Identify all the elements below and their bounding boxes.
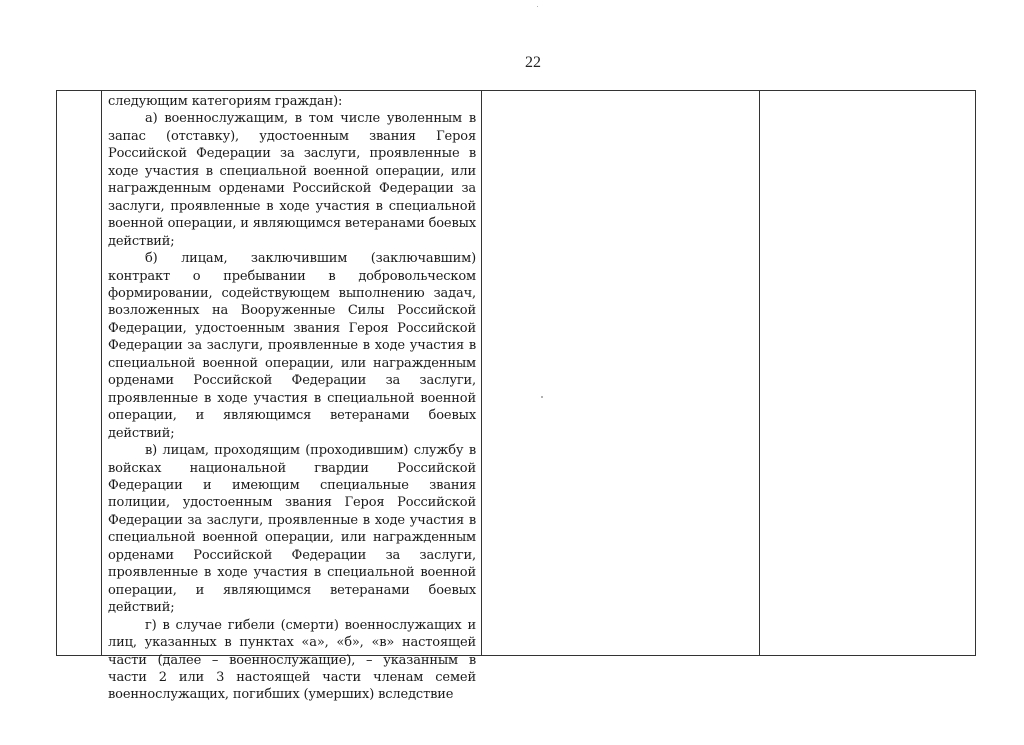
table-cell-text [102,91,481,703]
paragraph-item-b: б) лицам, заключившим (заключавшим) контракт о пребывании в добровольческом формировании, содействующем выполнению задач, возложенных на Вооруженные Силы Российской Федерации, удостоенным звания Героя Российской Федерации за заслуги, проявленные в ходе участия в специальной военной операции, или награжденным орденами Российской Федерации за заслуги, проявленные в ходе участия в специальной военной операции, и являющимся ветеранами боевых действий; [108,251,476,441]
paragraph-item-g: г) в случае гибели (смерти) военнослужащих и лиц, указанных в пунктах «а», «б», «в» настоящей части (далее – военнослужащие), – указанным в части 2 или 3 настоящей части членам семей военнослужащих, погибших (умерших) вследствие [108,617,476,703]
table-cell-empty [482,91,759,655]
paragraph-continuation: следующим категориям граждан): [108,94,343,109]
table-cell-number [57,91,101,655]
table-cell-empty [760,91,975,655]
scan-speck [537,6,538,7]
scan-speck [541,396,543,398]
page-number: 22 [525,54,541,71]
paragraph-item-a: а) военнослужащим, в том числе уволенным в запас (отставку), удостоенным звания Героя Российской Федерации за заслуги, проявленные в ходе участия в специальной военной операции, или награжденным орденами Российской Федерации за заслуги, проявленные в ходе участия в специальной военной операции, и являющимся ветеранами боевых действий; [108,111,477,249]
paragraph-item-v: в) лицам, проходящим (проходившим) службу в войсках национальной гвардии Российской Федерации и имеющим специальные звания полиции, удостоенным звания Героя Российской Федерации за заслуги, проявленные в ходе участия в специальной военной операции, или награжденным орденами Российской Федерации за заслуги, проявленные в ходе участия в специальной военной операции, и являющимся ветеранами боевых действий; [108,443,476,616]
document-table [56,90,976,703]
